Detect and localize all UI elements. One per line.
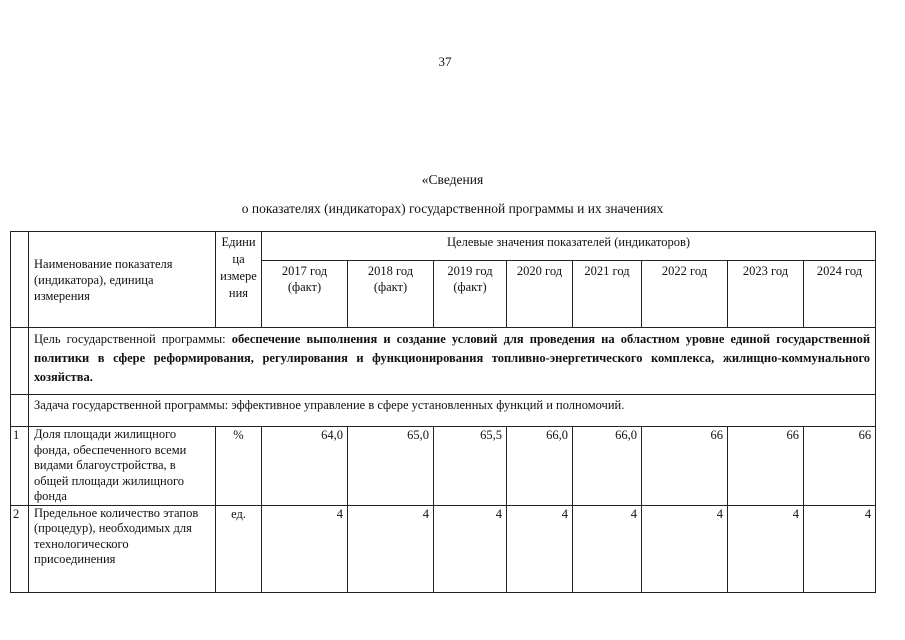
value-cell: 66 xyxy=(804,427,876,506)
value-cell: 4 xyxy=(728,505,804,592)
goal-text: обеспечение выполнения и создание условий для проведения на областном уровне единой государственной политики в сфере реформирования, регулирования и функционирования топливно-энергетического комплекса, жилищно-коммунального хозяйства. xyxy=(34,332,871,384)
document-title-line-1: «Сведения xyxy=(421,172,484,187)
value-cell: 4 xyxy=(434,505,507,592)
value-cell: 66 xyxy=(642,427,728,506)
value-cell: 4 xyxy=(507,505,573,592)
indicator-unit: ед. xyxy=(216,505,262,592)
value-cell: 4 xyxy=(642,505,728,592)
indicator-name: Доля площади жилищного фонда, обеспеченного всеми видами благоустройства, в общей площади жилищного фонда xyxy=(29,427,216,506)
header-name-cell: Наименование показателя (индикатора), единица измерения xyxy=(29,232,216,328)
goal-prefix: Цель государственной программы: xyxy=(34,332,232,346)
indicator-name: Предельное количество этапов (процедур), необходимых для технологического присоединения xyxy=(29,505,216,592)
value-cell: 65,5 xyxy=(434,427,507,506)
header-year-cell: 2021 год xyxy=(573,261,642,328)
task-number-cell xyxy=(11,395,29,427)
value-cell: 65,0 xyxy=(348,427,434,506)
value-cell: 4 xyxy=(348,505,434,592)
header-year-cell: 2022 год xyxy=(642,261,728,328)
task-row xyxy=(11,395,876,427)
header-year-cell: 2018 год (факт) xyxy=(348,261,434,328)
goal-row xyxy=(11,328,876,395)
row-number: 1 xyxy=(11,427,29,506)
table-row xyxy=(11,427,876,506)
value-cell: 66,0 xyxy=(573,427,642,506)
row-number: 2 xyxy=(11,505,29,592)
header-target-values-cell: Целевые значения показателей (индикаторов) xyxy=(262,232,876,261)
table-header-row-1 xyxy=(11,232,876,261)
indicators-table xyxy=(10,231,876,593)
header-year-cell: 2019 год (факт) xyxy=(434,261,507,328)
page-number: 37 xyxy=(438,54,452,69)
goal-cell xyxy=(29,328,876,395)
header-number-cell xyxy=(11,232,29,328)
header-unit-cell: Едини ца измере ния xyxy=(216,232,262,328)
value-cell: 64,0 xyxy=(262,427,348,506)
value-cell: 66,0 xyxy=(507,427,573,506)
value-cell: 4 xyxy=(804,505,876,592)
task-cell: Задача государственной программы: эффективное управление в сфере установленных функций и полномочий. xyxy=(29,395,876,427)
header-year-cell: 2020 год xyxy=(507,261,573,328)
goal-number-cell xyxy=(11,328,29,395)
header-year-cell: 2024 год xyxy=(804,261,876,328)
indicator-unit: % xyxy=(216,427,262,506)
header-year-cell: 2017 год (факт) xyxy=(262,261,348,328)
document-title-line-2: о показателях (индикаторах) государственной программы и их значениях xyxy=(241,201,664,216)
header-year-cell: 2023 год xyxy=(728,261,804,328)
table-row xyxy=(11,505,876,592)
value-cell: 4 xyxy=(262,505,348,592)
value-cell: 66 xyxy=(728,427,804,506)
value-cell: 4 xyxy=(573,505,642,592)
